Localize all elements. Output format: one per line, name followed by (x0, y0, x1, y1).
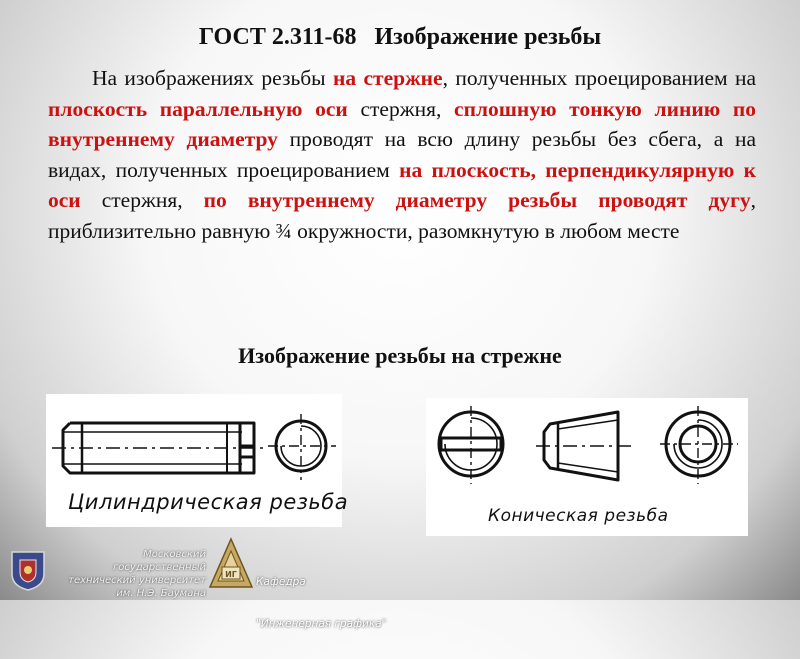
highlighted-text: сплошную тонкую линию по внутреннему диаметру (48, 96, 756, 151)
conical-thread-caption: Коническая резьба (488, 506, 669, 526)
cylindrical-thread-caption: Цилиндрическая резьба (68, 490, 349, 514)
description-paragraph (48, 63, 756, 246)
department-line: "Инженерная графика" (256, 618, 387, 630)
highlighted-text: на стержне (332, 66, 443, 90)
department-line: Кафедра (256, 576, 306, 588)
university-footer (8, 544, 208, 599)
university-line: технический университет (68, 575, 206, 586)
slide-title: ГОСТ 2.311-68 Изображение резьбы (198, 24, 602, 50)
university-crest-icon (8, 548, 48, 592)
highlighted-text: плоскость параллельную оси (48, 96, 348, 121)
figure-section-title: Изображение резьбы на стрежне (238, 343, 562, 368)
department-name (256, 547, 386, 659)
cylindrical-thread-figure (46, 394, 349, 527)
highlighted-text: на плоскость, перпендикулярную к оси (48, 157, 756, 212)
body-text-segment: стержня, (347, 96, 455, 121)
conical-thread-figure (426, 398, 748, 536)
university-line: Московский государственный (112, 549, 206, 573)
body-text-segment: , приблизительно равную ¾ окружности, разомкнутую в любом месте (48, 188, 757, 243)
body-text-segment: , полученных проецированием на (442, 66, 756, 90)
university-name (56, 548, 206, 600)
highlighted-text: по внутреннему диаметру резьбы проводят дугу (203, 188, 751, 212)
body-text-segment: На изображениях резьбы (92, 66, 333, 90)
body-text-segment: стержня, (80, 188, 204, 212)
body-text-segment: проводят на всю длину резьбы без сбега, а на видах, полученных проецированием (48, 127, 757, 182)
university-line: им. Н.Э. Баумана (116, 588, 206, 599)
department-footer (208, 537, 408, 630)
emblem-letters: ИГ (225, 570, 237, 579)
department-emblem-icon (208, 537, 254, 593)
